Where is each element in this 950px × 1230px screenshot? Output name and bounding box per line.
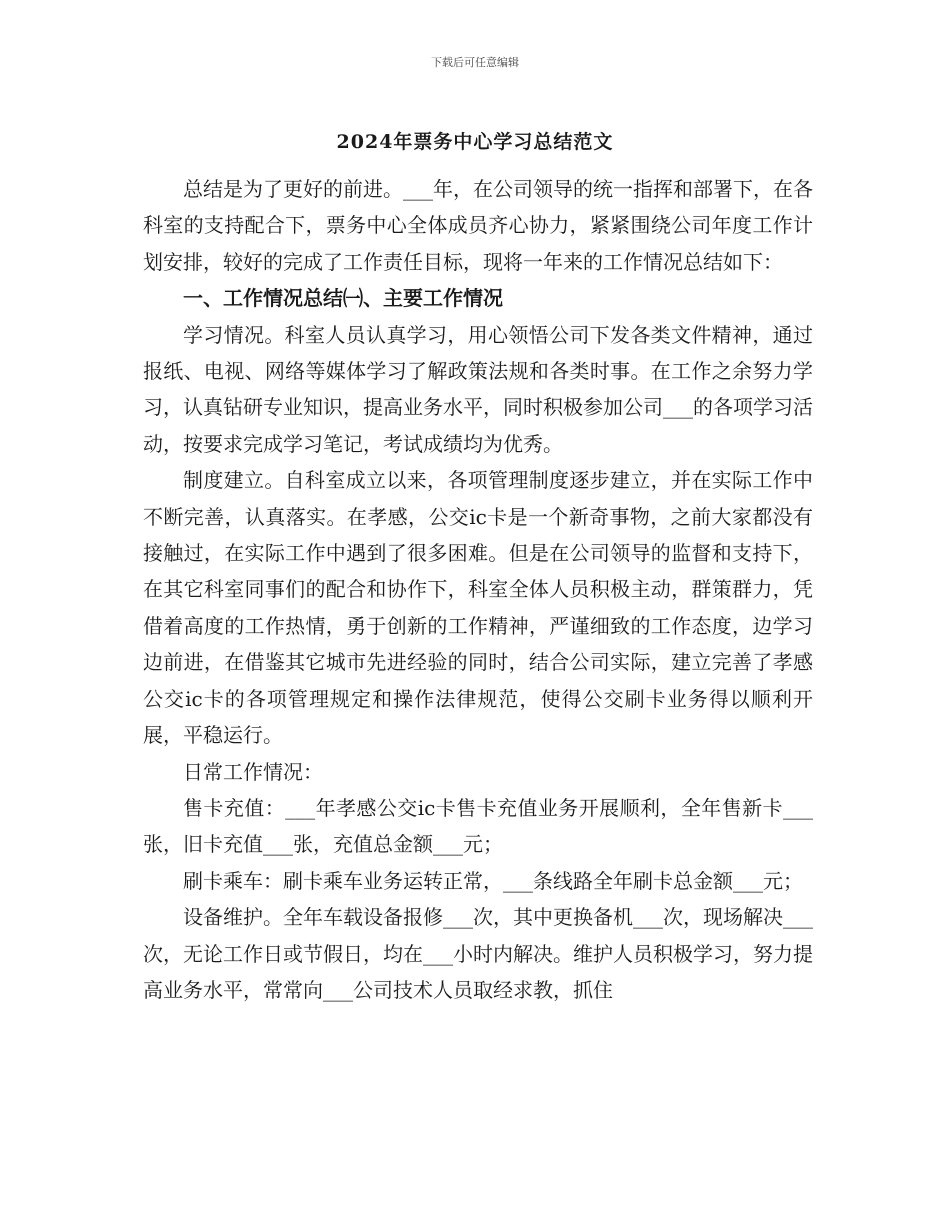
paragraph-study: 学习情况。科室人员认真学习，用心领悟公司下发各类文件精神，通过报纸、电视、网络等媒体学习了解政策法规和各类时事。在工作之余努力学习，认真钻研专业知识，提高业务水平，同时积极参加公司___的各项学习活动，按要求完成学习笔记，考试成绩均为优秀。 (143, 322, 813, 456)
paragraph-card-sales: 售卡充值：___年孝感公交ic卡售卡充值业务开展顺利，全年售新卡___张，旧卡充值___张，充值总金额___元； (143, 795, 813, 857)
document-body (143, 171, 813, 1008)
paragraph-daily-work: 日常工作情况： (183, 759, 323, 784)
paragraph-maintenance: 设备维护。全年车载设备报修___次，其中更换备机___次，现场解决___次，无论工作日或节假日，均在___小时内解决。维护人员积极学习，努力提高业务水平，常常向___公司技术人员取经求教，抓住 (143, 905, 813, 1002)
paragraph-intro: 总结是为了更好的前进。___年，在公司领导的统一指挥和部署下，在各科室的支持配合下，票务中心全体成员齐心协力，紧紧围绕公司年度工作计划安排，较好的完成了工作责任目标，现将一年来的工作情况总结如下： (143, 177, 813, 274)
paragraph-card-rides: 刷卡乘车：刷卡乘车业务运转正常，___条线路全年刷卡总金额___元； (183, 868, 803, 893)
section-heading: 一、工作情况总结㈠、主要工作情况 (183, 286, 503, 311)
page-header-note: 下载后可任意编辑 (431, 56, 519, 69)
paragraph-system: 制度建立。自科室成立以来，各项管理制度逐步建立，并在实际工作中不断完善，认真落实。在孝感，公交ic卡是一个新奇事物，之前大家都没有接触过，在实际工作中遇到了很多困难。但是在公司领导的监督和支持下，在其它科室同事们的配合和协作下，科室全体人员积极主动，群策群力，凭借着高度的工作热情，勇于创新的工作精神，严谨细致的工作态度，边学习边前进，在借鉴其它城市先进经验的同时，结合公司实际，建立完善了孝感公交ic卡的各项管理规定和操作法律规范，使得公交刷卡业务得以顺利开展，平稳运行。 (143, 468, 813, 748)
document-title: 2024年票务中心学习总结范文 (336, 131, 614, 153)
